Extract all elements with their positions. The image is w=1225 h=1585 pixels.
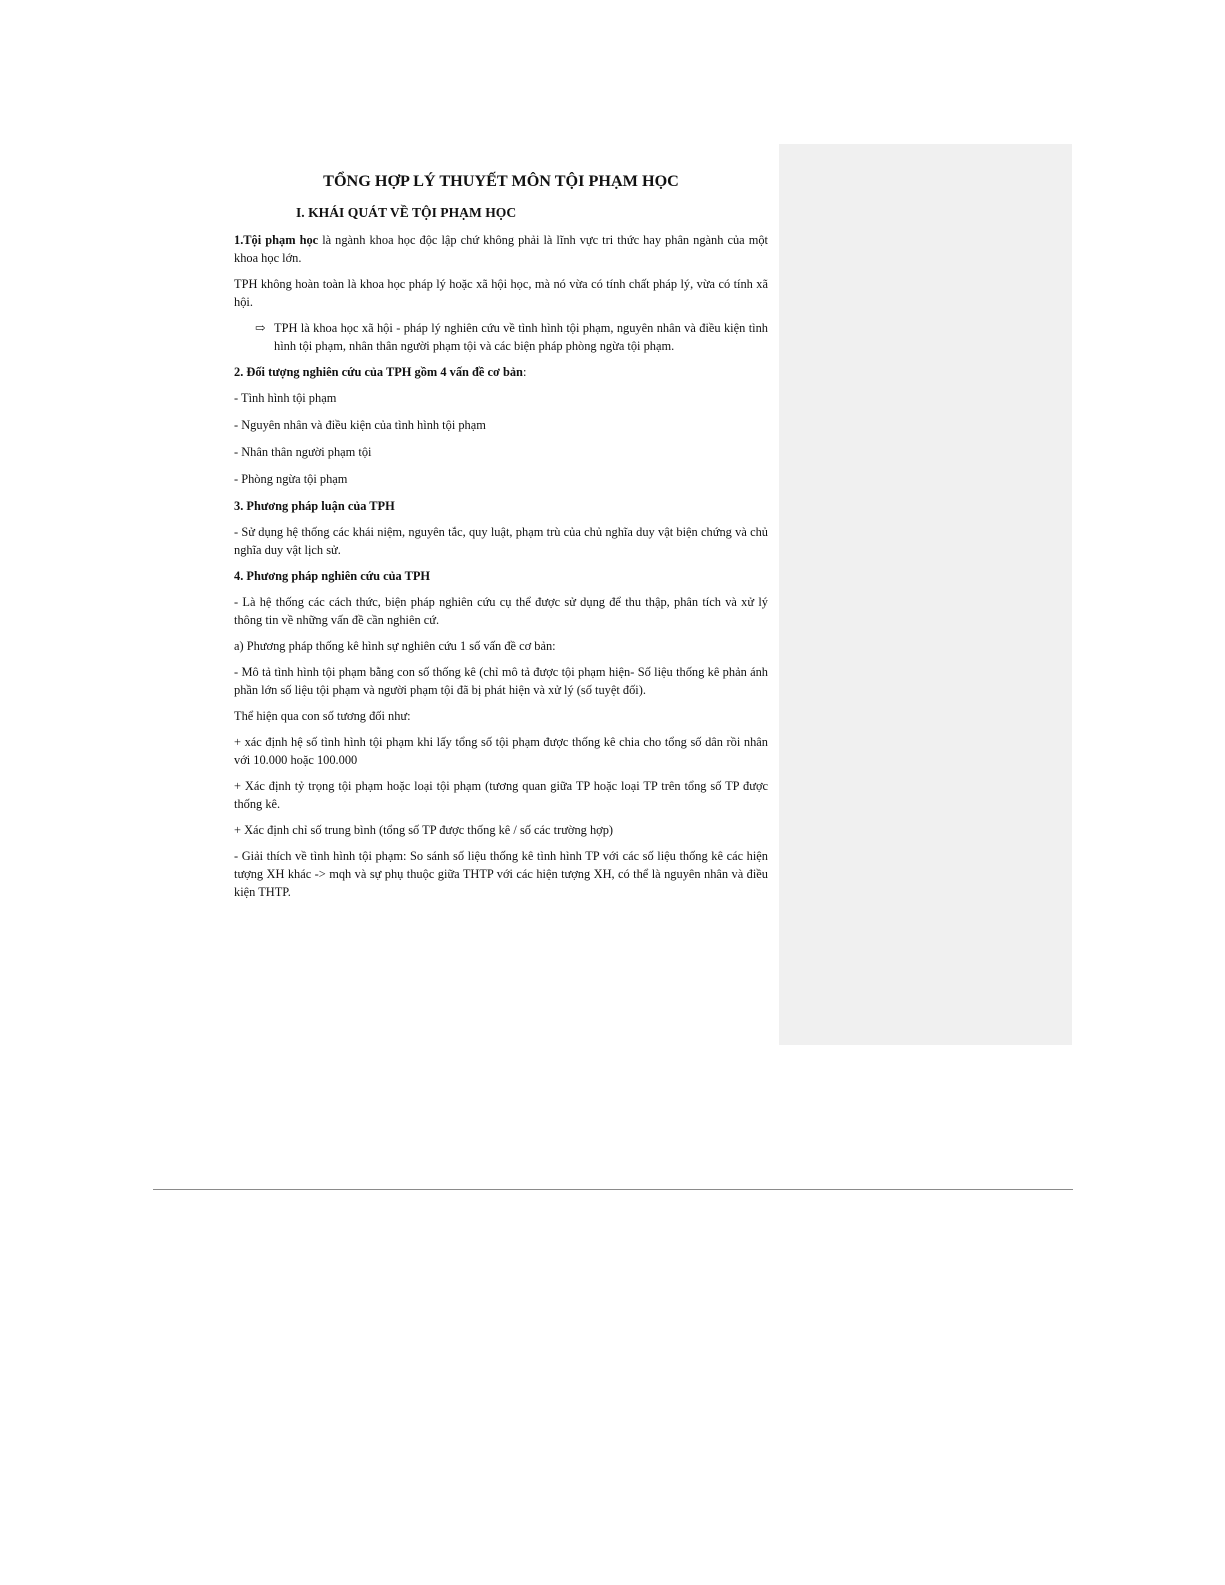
paragraph-definition xyxy=(234,231,768,267)
document-page xyxy=(234,170,768,909)
paragraph-methods: - Là hệ thống các cách thức, biện pháp nghiên cứu cụ thể được sử dụng để thu thập, phân tích và xử lý thông tin về những vấn đề cần nghiên cứ. xyxy=(234,595,768,627)
list-item: - Tình hình tội phạm xyxy=(234,391,337,405)
paragraph-proportion: + Xác định tỷ trọng tội phạm hoặc loại tội phạm (tương quan giữa TP hoặc loại TP trên tổng số TP được thống kê. xyxy=(234,779,768,811)
paragraph-description: - Mô tả tình hình tội phạm bằng con số thống kê (chỉ mô tả được tội phạm hiện- Số liệu thống kê phản ánh phần lớn số liệu tội phạm và người phạm tội đã bị phát hiện và xử lý (số tuyệt đối). xyxy=(234,665,768,697)
comment-pane xyxy=(779,144,1072,1045)
list-item: - Nhân thân người phạm tội xyxy=(234,445,372,459)
list-item: - Nguyên nhân và điều kiện của tình hình tội phạm xyxy=(234,418,486,432)
heading-objects-text: 2. Đối tượng nghiên cứu của TPH gồm 4 vấn đề cơ bản xyxy=(234,365,523,379)
heading-research-methods: 4. Phương pháp nghiên cứu của TPH xyxy=(234,569,431,583)
definition-text: là ngành khoa học độc lập chứ không phải là lĩnh vực tri thức hay phân ngành của một khoa học lớn. xyxy=(234,233,768,265)
document-title: TỔNG HỢP LÝ THUYẾT MÔN TỘI PHẠM HỌC xyxy=(323,172,679,190)
paragraph-statistics: a) Phương pháp thống kê hình sự nghiên cứu 1 số vấn đề cơ bản: xyxy=(234,639,556,653)
conclusion-item xyxy=(234,319,768,355)
paragraph-relative: Thể hiện qua con số tương đối như: xyxy=(234,709,411,723)
paragraph-coefficient: + xác định hệ số tình hình tội phạm khi lấy tổng số tội phạm được thống kê chia cho tổng số dân rồi nhân với 10.000 hoặc 100.000 xyxy=(234,735,768,767)
paragraph-average: + Xác định chỉ số trung bình (tổng số TP được thống kê / số các trường hợp) xyxy=(234,823,614,837)
list-item: - Phòng ngừa tội phạm xyxy=(234,472,348,486)
heading-colon: : xyxy=(522,365,527,379)
heading-objects xyxy=(234,363,768,381)
paragraph-explanation: - Giải thích về tình hình tội phạm: So sánh số liệu thống kê tình hình TP với các số liệu thống kê các hiện tượng XH khác -> mqh và sự phụ thuộc giữa THTP với các hiện tượng XH, có thể là nguyên nhân và điều kiện THTP. xyxy=(234,849,768,899)
paragraph-methodology: - Sử dụng hệ thống các khái niệm, nguyên tắc, quy luật, phạm trù của chủ nghĩa duy vật biện chứng và chủ nghĩa duy vật lịch sử. xyxy=(234,525,768,557)
term-bold: 1.Tội phạm học xyxy=(234,233,319,247)
arrow-right-icon: ⇨ xyxy=(255,321,266,335)
page-divider xyxy=(153,1189,1073,1190)
section-heading: I. KHÁI QUÁT VỀ TỘI PHẠM HỌC xyxy=(296,205,517,220)
heading-methodology: 3. Phương pháp luận của TPH xyxy=(234,499,395,513)
paragraph-nature: TPH không hoàn toàn là khoa học pháp lý hoặc xã hội học, mà nó vừa có tính chất pháp lý, vừa có tính xã hội. xyxy=(234,277,768,309)
conclusion-text: TPH là khoa học xã hội - pháp lý nghiên cứu về tình hình tội phạm, nguyên nhân và điều kiện tình hình tội phạm, nhân thân người phạm tội và các biện pháp phòng ngừa tội phạm. xyxy=(274,321,768,353)
